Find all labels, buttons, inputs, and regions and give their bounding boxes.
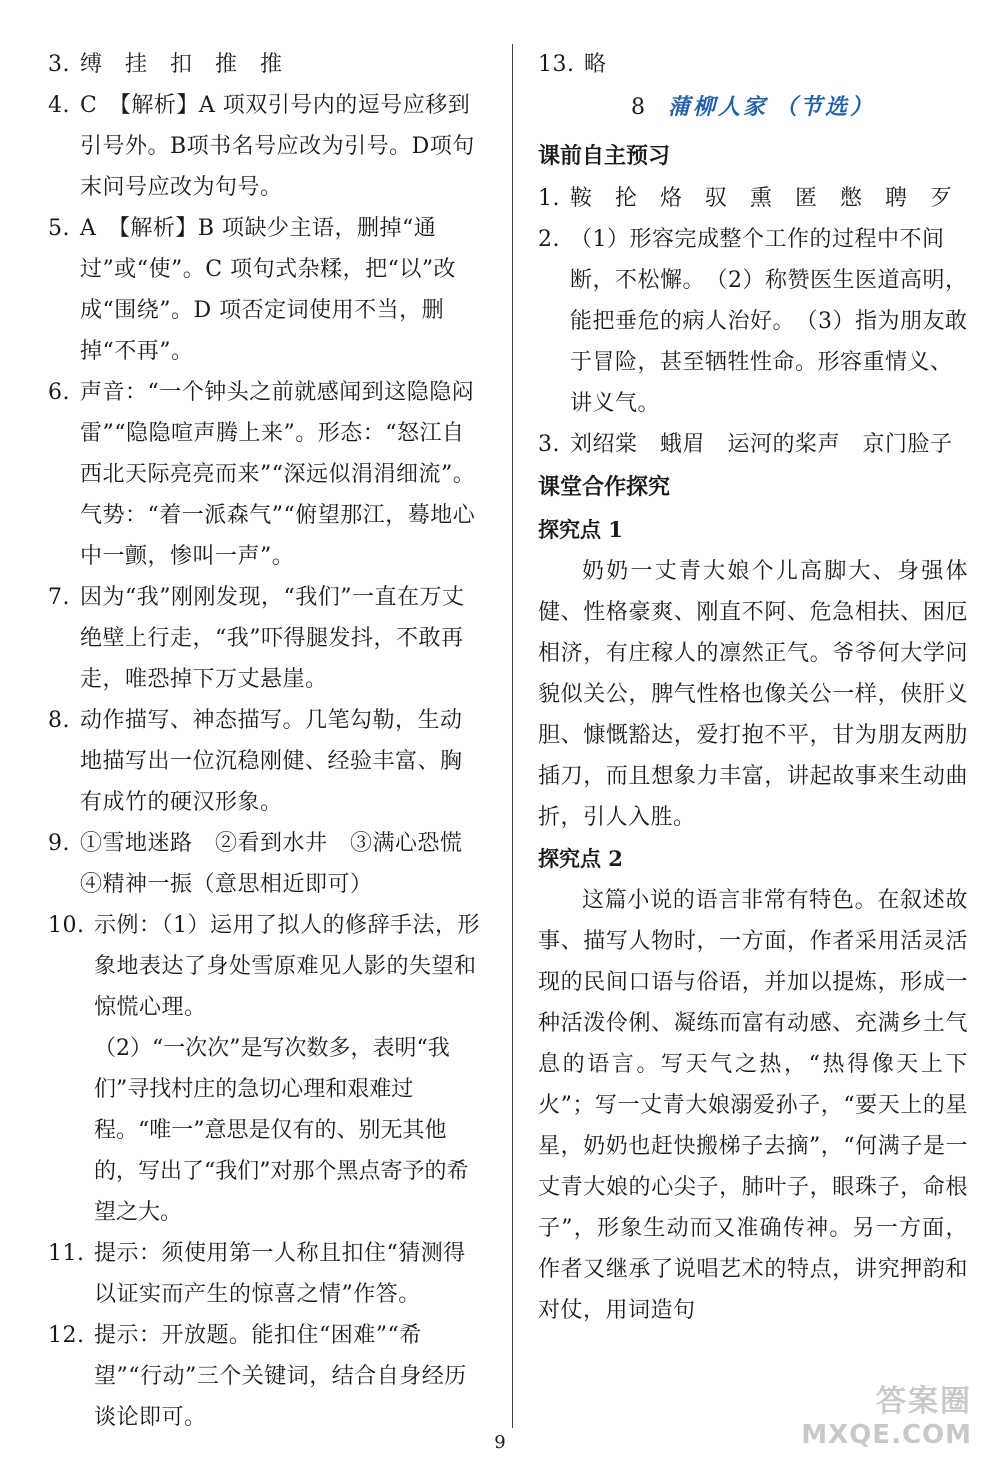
item-number: 7. <box>48 585 70 610</box>
item-text: 示例：（1）运用了拟人的修辞手法，形象地表达了身处雪原难见人影的失望和惊慌心理。 <box>94 913 480 1020</box>
answer-item-12 <box>48 1315 484 1438</box>
item-text: C 【解析】A 项双引号内的逗号应移到引号外。B项书名号应改为引号。D项句末问号应改为句号。 <box>80 93 475 200</box>
watermark-line-2: MXQE.COM <box>801 1420 972 1450</box>
item-number: 3. <box>48 52 70 77</box>
preview-item-3 <box>538 424 968 465</box>
watermark-logo <box>801 1376 972 1450</box>
answer-item-10 <box>48 905 484 1028</box>
answer-item-9 <box>48 823 484 905</box>
item-text: 缚 挂 扣 推 推 <box>80 52 283 77</box>
answer-item-3 <box>48 44 484 85</box>
preview-item-1 <box>538 178 968 219</box>
explore-paragraph-2: 这篇小说的语言非常有特色。在叙述故事、描写人物时，一方面，作者采用活灵活现的民间口语与俗语，并加以提炼，形成一种活泼伶俐、凝练而富有动感、充满乡土气息的语言。写天气之热，“热得像天上下火”；写一丈青大娘溺爱孙子，“要天上的星星，奶奶也赶快搬梯子去摘”，“何满子是一丈青大娘的心尖子，肺叶子，眼珠子，命根子”，形象生动而又准确传神。另一方面，作者又继承了说唱艺术的特点，讲究押韵和对仗，用词造句 <box>538 888 968 1323</box>
item-text: 因为“我”刚刚发现，“我们”一直在万丈绝壁上行走，“我”吓得腿发抖，不敢再走，唯恐掉下万丈悬崖。 <box>80 585 465 692</box>
item-text: 提示：须使用第一人称且扣住“猜测得以证实而产生的惊喜之情”作答。 <box>94 1241 466 1307</box>
preview-item-2 <box>538 219 968 424</box>
chapter-number: 8 <box>630 95 645 120</box>
explore-point-2: 探究点 2 <box>538 846 623 871</box>
answer-item-4 <box>48 85 484 208</box>
explore-point-1: 探究点 1 <box>538 517 623 542</box>
chapter-heading <box>538 85 968 130</box>
item-text: A 【解析】B 项缺少主语，删掉“通过”或“使”。C 项句式杂糅，把“以”改成“围绕”。D 项否定词使用不当，删掉“不再”。 <box>80 216 457 364</box>
item-text: 略 <box>584 52 607 77</box>
column-divider <box>512 44 513 1428</box>
item-number: 3. <box>538 432 560 457</box>
item-number: 13. <box>538 52 575 77</box>
item-text: 动作描写、神态描写。几笔勾勒，生动地描写出一位沉稳刚健、经验丰富、胸有成竹的硬汉形象。 <box>80 708 463 815</box>
item-number: 5. <box>48 216 70 241</box>
item-text: （1）形容完成整个工作的过程中不间断，不松懈。 （2）称赞医生医道高明，能把垂危的病人治好。 （3）指为朋友敢于冒险，甚至牺牲性命。形容重情义、讲义气。 <box>570 227 968 416</box>
answer-item-6 <box>48 372 484 577</box>
item-text: 声音：“一个钟头之前就感闻到这隐隐闷雷”“隐隐喧声腾上来”。形态：“怒江自西北天际亮亮而来”“深远似涓涓细流”。气势：“着一派森气”“俯望那江，蓦地心中一颤，惨叫一声”。 <box>80 380 476 569</box>
left-column <box>48 44 484 1438</box>
section-heading-classroom: 课堂合作探究 <box>538 474 671 500</box>
item-number: 9. <box>48 831 70 856</box>
item-number: 1. <box>538 186 560 211</box>
item-text: 鞍 抡 烙 驭 熏 匿 憋 聘 歹 <box>570 186 953 211</box>
answer-item-7 <box>48 577 484 700</box>
answer-item-5 <box>48 208 484 372</box>
chapter-title: 蒲柳人家 <box>667 94 768 120</box>
section-heading-preview: 课前自主预习 <box>538 143 671 169</box>
item-text: 刘绍棠 蛾眉 运河的桨声 京门脸子 <box>570 432 953 457</box>
answer-item-13 <box>538 44 968 85</box>
item-text: 提示：开放题。能扣住“困难”“希望”“行动”三个关键词，结合自身经历谈论即可。 <box>94 1323 467 1430</box>
item-number: 8. <box>48 708 70 733</box>
chapter-subtitle: （节选） <box>775 94 876 120</box>
item-number: 6. <box>48 380 70 405</box>
page-number: 9 <box>494 1432 506 1453</box>
item-text: ①雪地迷路 ②看到水井 ③满心恐慌 ④精神一振（意思相近即可） <box>80 831 486 897</box>
item-number: 12. <box>48 1323 85 1348</box>
item-number: 10. <box>48 913 85 938</box>
answer-item-11 <box>48 1233 484 1315</box>
item-number: 2. <box>538 227 560 252</box>
answer-item-10-sub: （2）“一次次”是写次数多，表明“我们”寻找村庄的急切心理和艰难过程。“唯一”意思是仅有的、别无其他的，写出了“我们”对那个黑点寄予的希望之大。 <box>94 1036 469 1225</box>
item-number: 4. <box>48 93 70 118</box>
answer-item-8 <box>48 700 484 823</box>
explore-paragraph-1: 奶奶一丈青大娘个儿高脚大、身强体健、性格豪爽、刚直不阿、危急相扶、困厄相济，有庄稼人的凛然正气。爷爷何大学问貌似关公，脾气性格也像关公一样，侠肝义胆、慷慨豁达，爱打抱不平，甘为朋友两肋插刀，而且想象力丰富，讲起故事来生动曲折，引人入胜。 <box>538 559 968 830</box>
watermark-line-1: 答案圈 <box>876 1384 972 1419</box>
item-number: 11. <box>48 1241 85 1266</box>
right-column <box>538 44 968 1331</box>
